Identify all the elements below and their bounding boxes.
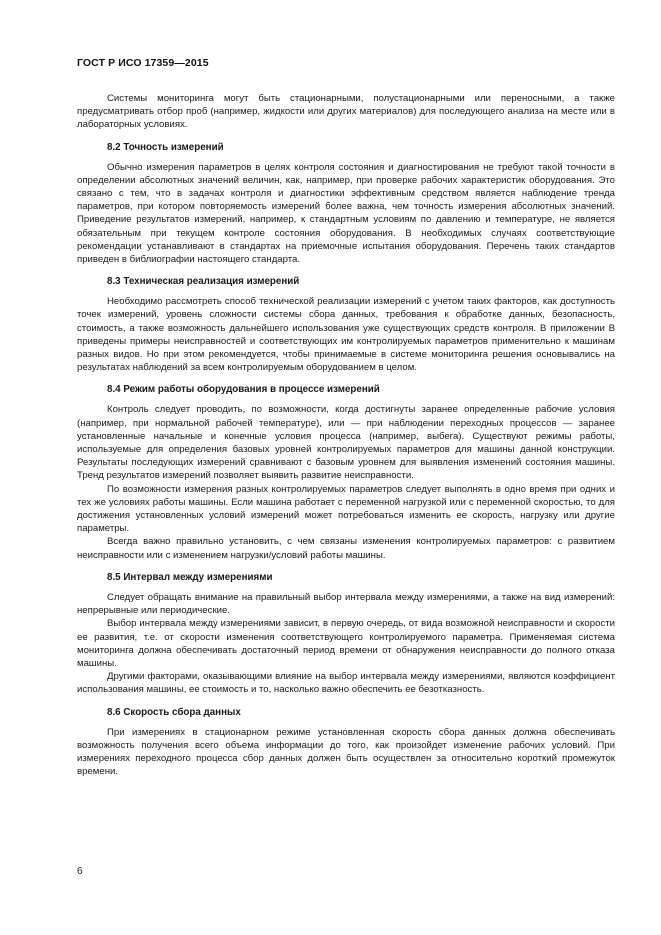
intro-paragraph: Системы мониторинга могут быть стационарными, полустационарными или переносными, а также предусматривать отбор проб (например, жидкости или других материалов) для последующего анализа на месте или в лабораторных условиях. bbox=[77, 93, 615, 131]
section-8-2 bbox=[77, 141, 615, 267]
page-number: 6 bbox=[77, 866, 83, 877]
section-paragraph: Выбор интервала между измерениями зависит, в первую очередь, от вида возможной неисправности и скорости ее развития, т.е. от скорости изменения соответствующего контролируемого параметра. Применяемая система мониторинга должна обеспечивать достаточный период времени от обнаружения неисправности до полного отказа машины. bbox=[77, 618, 615, 669]
section-paragraph: По возможности измерения разных контролируемых параметров следует выполнять в одно время при одних и тех же условиях работы машины. Если машина работает с переменной нагрузкой или с переменной скоростью, то для достижения установленных условий измерений может потребоваться изменить ее скорость, нагрузку или другие параметры. bbox=[77, 483, 615, 535]
section-paragraph: Следует обращать внимание на правильный выбор интервала между измерениями, а также на вид измерений: непрерывные или периодические. bbox=[77, 591, 615, 617]
section-paragraph: Другими факторами, оказывающими влияние на выбор интервала между измерениями, являются коэффициент использования машины, ее стоимость и то, насколько важно обеспечить ее безотказность. bbox=[77, 671, 615, 696]
section-heading: 8.6 Скорость сбора данных bbox=[107, 706, 241, 718]
section-8-4 bbox=[77, 383, 615, 561]
section-heading: 8.3 Техническая реализация измерений bbox=[107, 276, 300, 288]
section-paragraph: Обычно измерения параметров в целях контроля состояния и диагностирования не требуют такой точности в определении абсолютных значений величин, как, например, при проверке рабочих характеристик оборудования. Это связано с тем, что в задачах контроля и диагностики эффективным средством является наблюдение тренда параметров, при котором повторяемость измерений более важна, чем точность измерения абсолютных значений. Приведение результатов измерений, например, к стандартным условиям по давлению и температуре, не является обязательным при текущем контроле состояния оборудования. В необходимых случаях соответствующие рекомендации устанавливают в стандартах на приемочные испытания оборудования. Перечень таких стандартов приведен в библиографии настоящего стандарта. bbox=[77, 161, 615, 266]
section-8-3 bbox=[77, 275, 615, 374]
section-paragraph: Всегда важно правильно установить, с чем связаны изменения контролируемых параметров: с развитием неисправности или с изменением нагрузки/условий работы машины. bbox=[77, 536, 615, 561]
document-body bbox=[77, 92, 615, 778]
section-heading: 8.2 Точность измерений bbox=[107, 141, 224, 153]
section-paragraph: Необходимо рассмотреть способ технической реализации измерений с учетом таких факторов, как доступность точек измерений, уровень сложности системы сбора данных, требования к обработке данных, безопасность, стоимость, а также возможность дальнейшего использования уже существующих средств контроля. В приложении В приведены примеры неисправностей и соответствующих им контролируемых параметров применительно к машинам разных видов. Но при этом рекомендуется, чтобы принимаемые в системе мониторинга решения основывались на результатах наблюдений за всем контролируемым оборудованием в целом. bbox=[77, 296, 615, 374]
section-8-5 bbox=[77, 571, 615, 697]
section-paragraph: Контроль следует проводить, по возможности, когда достигнуты заранее определенные рабочие условия (например, при нормальной рабочей температуре), или — при наблюдении переходных процессов — заранее установленные начальные и конечные условия процесса (например, выбега). Существуют режимы работы, используемые для определения базовых уровней контролируемых параметров для машины данной конструкции. Результаты последующих измерений сравнивают с базовым уровнем для выявления изменений состояния машины. Тренд результатов измерений позволяет выявить развитие неисправности. bbox=[77, 404, 615, 482]
section-paragraph: При измерениях в стационарном режиме установленная скорость сбора данных должна обеспечивать возможность получения всего объема информации до того, как произойдет изменение рабочих условий. При измерениях переходного процесса сбор данных должен быть осуществлен за относительно короткий промежуток времени. bbox=[77, 726, 615, 778]
section-heading: 8.5 Интервал между измерениями bbox=[107, 571, 273, 583]
document-header: ГОСТ Р ИСО 17359—2015 bbox=[77, 57, 209, 69]
section-heading: 8.4 Режим работы оборудования в процессе измерений bbox=[107, 384, 380, 396]
section-8-6 bbox=[77, 706, 615, 779]
